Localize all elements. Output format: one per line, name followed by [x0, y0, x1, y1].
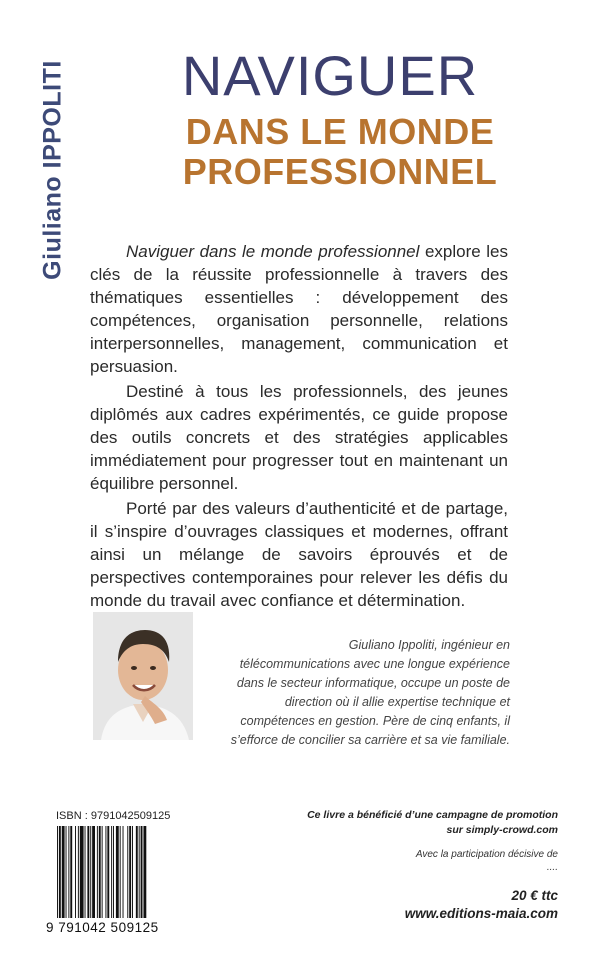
- barcode-bar: [78, 826, 79, 918]
- summary-paragraph-3: Porté par des valeurs d’authenticité et de partage, il s’inspire d’ouvrages classiques et modernes, offrant ainsi un mélange de savoirs éprouvés et de perspectives contemporaines pour relever les défis du monde du travail avec confiance et détermination.: [90, 499, 508, 610]
- partner-notice: [288, 848, 558, 874]
- barcode-bar: [113, 826, 114, 918]
- spine-author-text: Giuliano IPPOLITI: [38, 60, 67, 280]
- barcode-bar: [139, 826, 140, 918]
- barcode-bar: [107, 826, 109, 918]
- promotion-notice: [288, 808, 558, 838]
- barcode-bar: [90, 826, 91, 918]
- barcode-bar: [132, 826, 133, 918]
- promotion-line-1: Ce livre a bénéficié d’une campagne de promotion: [307, 809, 558, 821]
- barcode-bar: [57, 826, 58, 918]
- barcode-bar: [123, 826, 124, 918]
- summary-paragraph-1: [90, 240, 508, 378]
- barcode-bar: [105, 826, 106, 918]
- barcode-bar: [59, 826, 61, 918]
- author-portrait-icon: [93, 612, 193, 740]
- barcode-digits: 9 791042 509125: [46, 920, 159, 935]
- title-subtitle: [120, 112, 560, 192]
- summary-book-title: Naviguer dans le monde professionnel: [126, 242, 420, 261]
- barcode-bar: [136, 826, 138, 918]
- price: 20 € ttc: [511, 888, 558, 903]
- barcode-bar: [80, 826, 84, 918]
- partner-line-1: Avec la participation décisive de: [415, 849, 558, 860]
- barcode-bar: [75, 826, 76, 918]
- title-line-2: DANS LE MONDE: [185, 111, 495, 152]
- barcode-bar: [66, 826, 67, 918]
- barcode-bar: [92, 826, 95, 918]
- back-cover-summary: [90, 240, 508, 612]
- title-line-1: NAVIGUER: [181, 44, 479, 107]
- title-line-3: PROFESSIONNEL: [182, 151, 498, 192]
- publisher-website: www.editions-maia.com: [404, 906, 558, 921]
- barcode-bar: [120, 826, 121, 918]
- barcode: [56, 826, 176, 918]
- barcode-bar: [116, 826, 119, 918]
- author-bio: Giuliano Ippoliti, ingénieur en télécommunications avec une longue expérience dans le secteur informatique, occupe un poste de direction où il allie expertise technique et compétences en gestion. Père de cinq enfants, il s’efforce de concilier sa carrière et sa vie familiale.: [230, 638, 510, 747]
- isbn-label: ISBN : 9791042509125: [56, 810, 171, 822]
- barcode-bar: [85, 826, 86, 918]
- barcode-bar: [111, 826, 112, 918]
- barcode-bar: [102, 826, 103, 918]
- summary-paragraph-1-text: explore les clés de la réussite professionnelle à travers des thématiques essentielles : développement des compétences, organisation personnelle, relations interpersonnelles, management, communication et persuasion.: [90, 242, 509, 376]
- barcode-bar: [129, 826, 131, 918]
- barcode-bar: [127, 826, 128, 918]
- barcode-bar: [141, 826, 143, 918]
- promotion-line-2: sur simply-crowd.com: [446, 824, 558, 836]
- author-photo: [93, 612, 193, 740]
- barcode-bar: [99, 826, 101, 918]
- spine-author: [38, 40, 68, 300]
- partner-line-2: ....: [546, 862, 558, 873]
- barcode-bar: [143, 826, 146, 918]
- barcode-bar: [62, 826, 65, 918]
- barcode-bar: [87, 826, 89, 918]
- barcode-bar: [97, 826, 98, 918]
- barcode-bar: [68, 826, 69, 918]
- barcode-bar: [70, 826, 72, 918]
- summary-paragraph-2: Destiné à tous les professionnels, des jeunes diplômés aux cadres expérimentés, ce guide propose des outils concrets et des stratégies applicables immédiatement pour progresser tout en maintenant un équilibre personnel.: [90, 382, 508, 493]
